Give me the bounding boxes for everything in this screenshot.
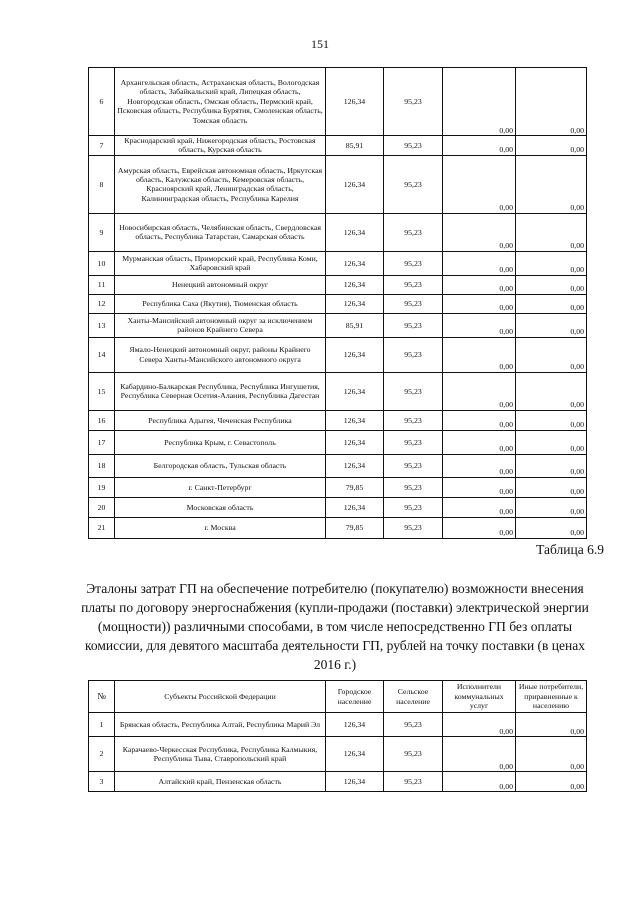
row-number: 10 [89, 251, 115, 275]
other-value: 0,00 [516, 713, 587, 737]
rural-value: 95,23 [384, 454, 443, 477]
row-number: 2 [89, 737, 115, 772]
subject-cell: г. Москва [115, 517, 326, 538]
urban-value: 126,34 [326, 251, 384, 275]
subject-cell: Ямало-Ненецкий автономный округ, районы Крайнего Севера Ханты-Мансийского автономного округа [115, 337, 326, 372]
utility-value: 0,00 [443, 155, 516, 213]
other-value: 0,00 [516, 737, 587, 772]
urban-value: 126,34 [326, 275, 384, 294]
utility-value: 0,00 [443, 68, 516, 136]
rural-value: 95,23 [384, 294, 443, 313]
rural-value: 95,23 [384, 213, 443, 251]
urban-value: 126,34 [326, 772, 384, 792]
rural-value: 95,23 [384, 410, 443, 430]
table-row [89, 477, 587, 497]
rural-value: 95,23 [384, 497, 443, 517]
page-number: 151 [311, 37, 329, 51]
utility-value: 0,00 [443, 737, 516, 772]
table-label: Таблица 6.9 [536, 542, 604, 557]
utility-value: 0,00 [443, 517, 516, 538]
other-value: 0,00 [516, 136, 587, 156]
utility-value: 0,00 [443, 772, 516, 792]
utility-value: 0,00 [443, 454, 516, 477]
other-value: 0,00 [516, 155, 587, 213]
row-number: 17 [89, 430, 115, 454]
row-number: 1 [89, 713, 115, 737]
tariff-table-6-9 [88, 680, 587, 792]
subject-cell: Республика Адыгея, Чеченская Республика [115, 410, 326, 430]
rural-value: 95,23 [384, 430, 443, 454]
row-number: 3 [89, 772, 115, 792]
row-number: 14 [89, 337, 115, 372]
utility-value: 0,00 [443, 275, 516, 294]
tariff-table-body [89, 68, 587, 539]
urban-value: 126,34 [326, 337, 384, 372]
urban-value: 126,34 [326, 410, 384, 430]
rural-value: 95,23 [384, 737, 443, 772]
subject-cell: Республика Саха (Якутия), Тюменская область [115, 294, 326, 313]
utility-value: 0,00 [443, 294, 516, 313]
utility-value: 0,00 [443, 713, 516, 737]
table-row [89, 737, 587, 772]
urban-value: 126,34 [326, 68, 384, 136]
table-row [89, 497, 587, 517]
subject-cell: Ненецкий автономный округ [115, 275, 326, 294]
table-header-row [89, 681, 587, 713]
header-other: Иные потребители, приравненные к населению [516, 681, 587, 713]
row-number: 6 [89, 68, 115, 136]
other-value: 0,00 [516, 372, 587, 410]
rural-value: 95,23 [384, 372, 443, 410]
utility-value: 0,00 [443, 497, 516, 517]
table-title: Эталоны затрат ГП на обеспечение потребителю (покупателю) возможности внесения платы по договору энергоснабжения (купли-продажи (поставки) электрической энергии (мощности)) различными способами, в том числе непосредственно ГП без оплаты комиссии, для девятого масштаба деятельности ГП, рублей на точку поставки (в ценах 2016 г.) [81, 581, 589, 672]
subject-cell: г. Санкт-Петербург [115, 477, 326, 497]
utility-value: 0,00 [443, 477, 516, 497]
utility-value: 0,00 [443, 372, 516, 410]
rural-value: 95,23 [384, 713, 443, 737]
subject-cell: Республика Крым, г. Севастополь [115, 430, 326, 454]
urban-value: 126,34 [326, 430, 384, 454]
other-value: 0,00 [516, 251, 587, 275]
row-number: 21 [89, 517, 115, 538]
table-row [89, 713, 587, 737]
urban-value: 79,85 [326, 477, 384, 497]
row-number: 9 [89, 213, 115, 251]
other-value: 0,00 [516, 497, 587, 517]
header-number: № [89, 681, 115, 713]
other-value: 0,00 [516, 410, 587, 430]
rural-value: 95,23 [384, 337, 443, 372]
subject-cell: Белгородская область, Тульская область [115, 454, 326, 477]
table-row [89, 251, 587, 275]
row-number: 18 [89, 454, 115, 477]
row-number: 12 [89, 294, 115, 313]
utility-value: 0,00 [443, 337, 516, 372]
subject-cell: Краснодарский край, Нижегородская область, Ростовская область, Курская область [115, 136, 326, 156]
row-number: 8 [89, 155, 115, 213]
rural-value: 95,23 [384, 275, 443, 294]
table-row [89, 155, 587, 213]
table-row [89, 68, 587, 136]
urban-value: 126,34 [326, 497, 384, 517]
urban-value: 79,85 [326, 517, 384, 538]
subject-cell: Кабардино-Балкарская Республика, Республика Ингушетия, Республика Северная Осетия-Алания, Республика Дагестан [115, 372, 326, 410]
other-value: 0,00 [516, 68, 587, 136]
table-row [89, 454, 587, 477]
header-utility: Исполнители коммунальных услуг [443, 681, 516, 713]
urban-value: 85,91 [326, 313, 384, 337]
other-value: 0,00 [516, 313, 587, 337]
table-row [89, 213, 587, 251]
row-number: 15 [89, 372, 115, 410]
header-rural: Сельское население [384, 681, 443, 713]
other-value: 0,00 [516, 294, 587, 313]
rural-value: 95,23 [384, 136, 443, 156]
row-number: 19 [89, 477, 115, 497]
utility-value: 0,00 [443, 313, 516, 337]
tariff-table-6-9-body [89, 713, 587, 792]
rural-value: 95,23 [384, 68, 443, 136]
header-urban: Городское население [326, 681, 384, 713]
row-number: 20 [89, 497, 115, 517]
table-row [89, 772, 587, 792]
subject-cell: Московская область [115, 497, 326, 517]
tariff-table-continued [88, 67, 587, 539]
urban-value: 126,34 [326, 213, 384, 251]
table-row [89, 313, 587, 337]
table-row [89, 410, 587, 430]
table-row [89, 275, 587, 294]
table-row [89, 337, 587, 372]
rural-value: 95,23 [384, 313, 443, 337]
rural-value: 95,23 [384, 155, 443, 213]
row-number: 16 [89, 410, 115, 430]
other-value: 0,00 [516, 477, 587, 497]
table-row [89, 294, 587, 313]
other-value: 0,00 [516, 275, 587, 294]
subject-cell: Карачаево-Черкесская Республика, Республика Калмыкия, Республика Тыва, Ставропольский край [115, 737, 326, 772]
urban-value: 126,34 [326, 294, 384, 313]
other-value: 0,00 [516, 772, 587, 792]
subject-cell: Брянская область, Республика Алтай, Республика Марий Эл [115, 713, 326, 737]
row-number: 13 [89, 313, 115, 337]
row-number: 7 [89, 136, 115, 156]
utility-value: 0,00 [443, 136, 516, 156]
subject-cell: Архангельская область, Астраханская область, Вологодская область, Забайкальский край, Липецкая область, Новгородская область, Омская область, Пермский край, Псковская область, Республика Бурятия, Смоленская область, Томская область [115, 68, 326, 136]
other-value: 0,00 [516, 337, 587, 372]
rural-value: 95,23 [384, 772, 443, 792]
rural-value: 95,23 [384, 477, 443, 497]
subject-cell: Амурская область, Еврейская автономная область, Иркутская область, Калужская область, Кемеровская область, Красноярский край, Ленинградская область, Калининградская область, Республика Карелия [115, 155, 326, 213]
table-row [89, 517, 587, 538]
other-value: 0,00 [516, 213, 587, 251]
urban-value: 126,34 [326, 737, 384, 772]
urban-value: 126,34 [326, 454, 384, 477]
utility-value: 0,00 [443, 410, 516, 430]
other-value: 0,00 [516, 517, 587, 538]
subject-cell: Новосибирская область, Челябинская область, Свердловская область, Республика Татарстан, Самарская область [115, 213, 326, 251]
table-row [89, 372, 587, 410]
table-row [89, 136, 587, 156]
table-row [89, 430, 587, 454]
header-subject: Субъекты Российской Федерации [115, 681, 326, 713]
rural-value: 95,23 [384, 251, 443, 275]
utility-value: 0,00 [443, 213, 516, 251]
urban-value: 126,34 [326, 713, 384, 737]
urban-value: 85,91 [326, 136, 384, 156]
row-number: 11 [89, 275, 115, 294]
utility-value: 0,00 [443, 430, 516, 454]
subject-cell: Мурманская область, Приморский край, Республика Коми, Хабаровский край [115, 251, 326, 275]
urban-value: 126,34 [326, 372, 384, 410]
other-value: 0,00 [516, 454, 587, 477]
utility-value: 0,00 [443, 251, 516, 275]
urban-value: 126,34 [326, 155, 384, 213]
subject-cell: Алтайский край, Пензенская область [115, 772, 326, 792]
other-value: 0,00 [516, 430, 587, 454]
subject-cell: Ханты-Мансийский автономный округ за исключением районов Крайнего Севера [115, 313, 326, 337]
rural-value: 95,23 [384, 517, 443, 538]
